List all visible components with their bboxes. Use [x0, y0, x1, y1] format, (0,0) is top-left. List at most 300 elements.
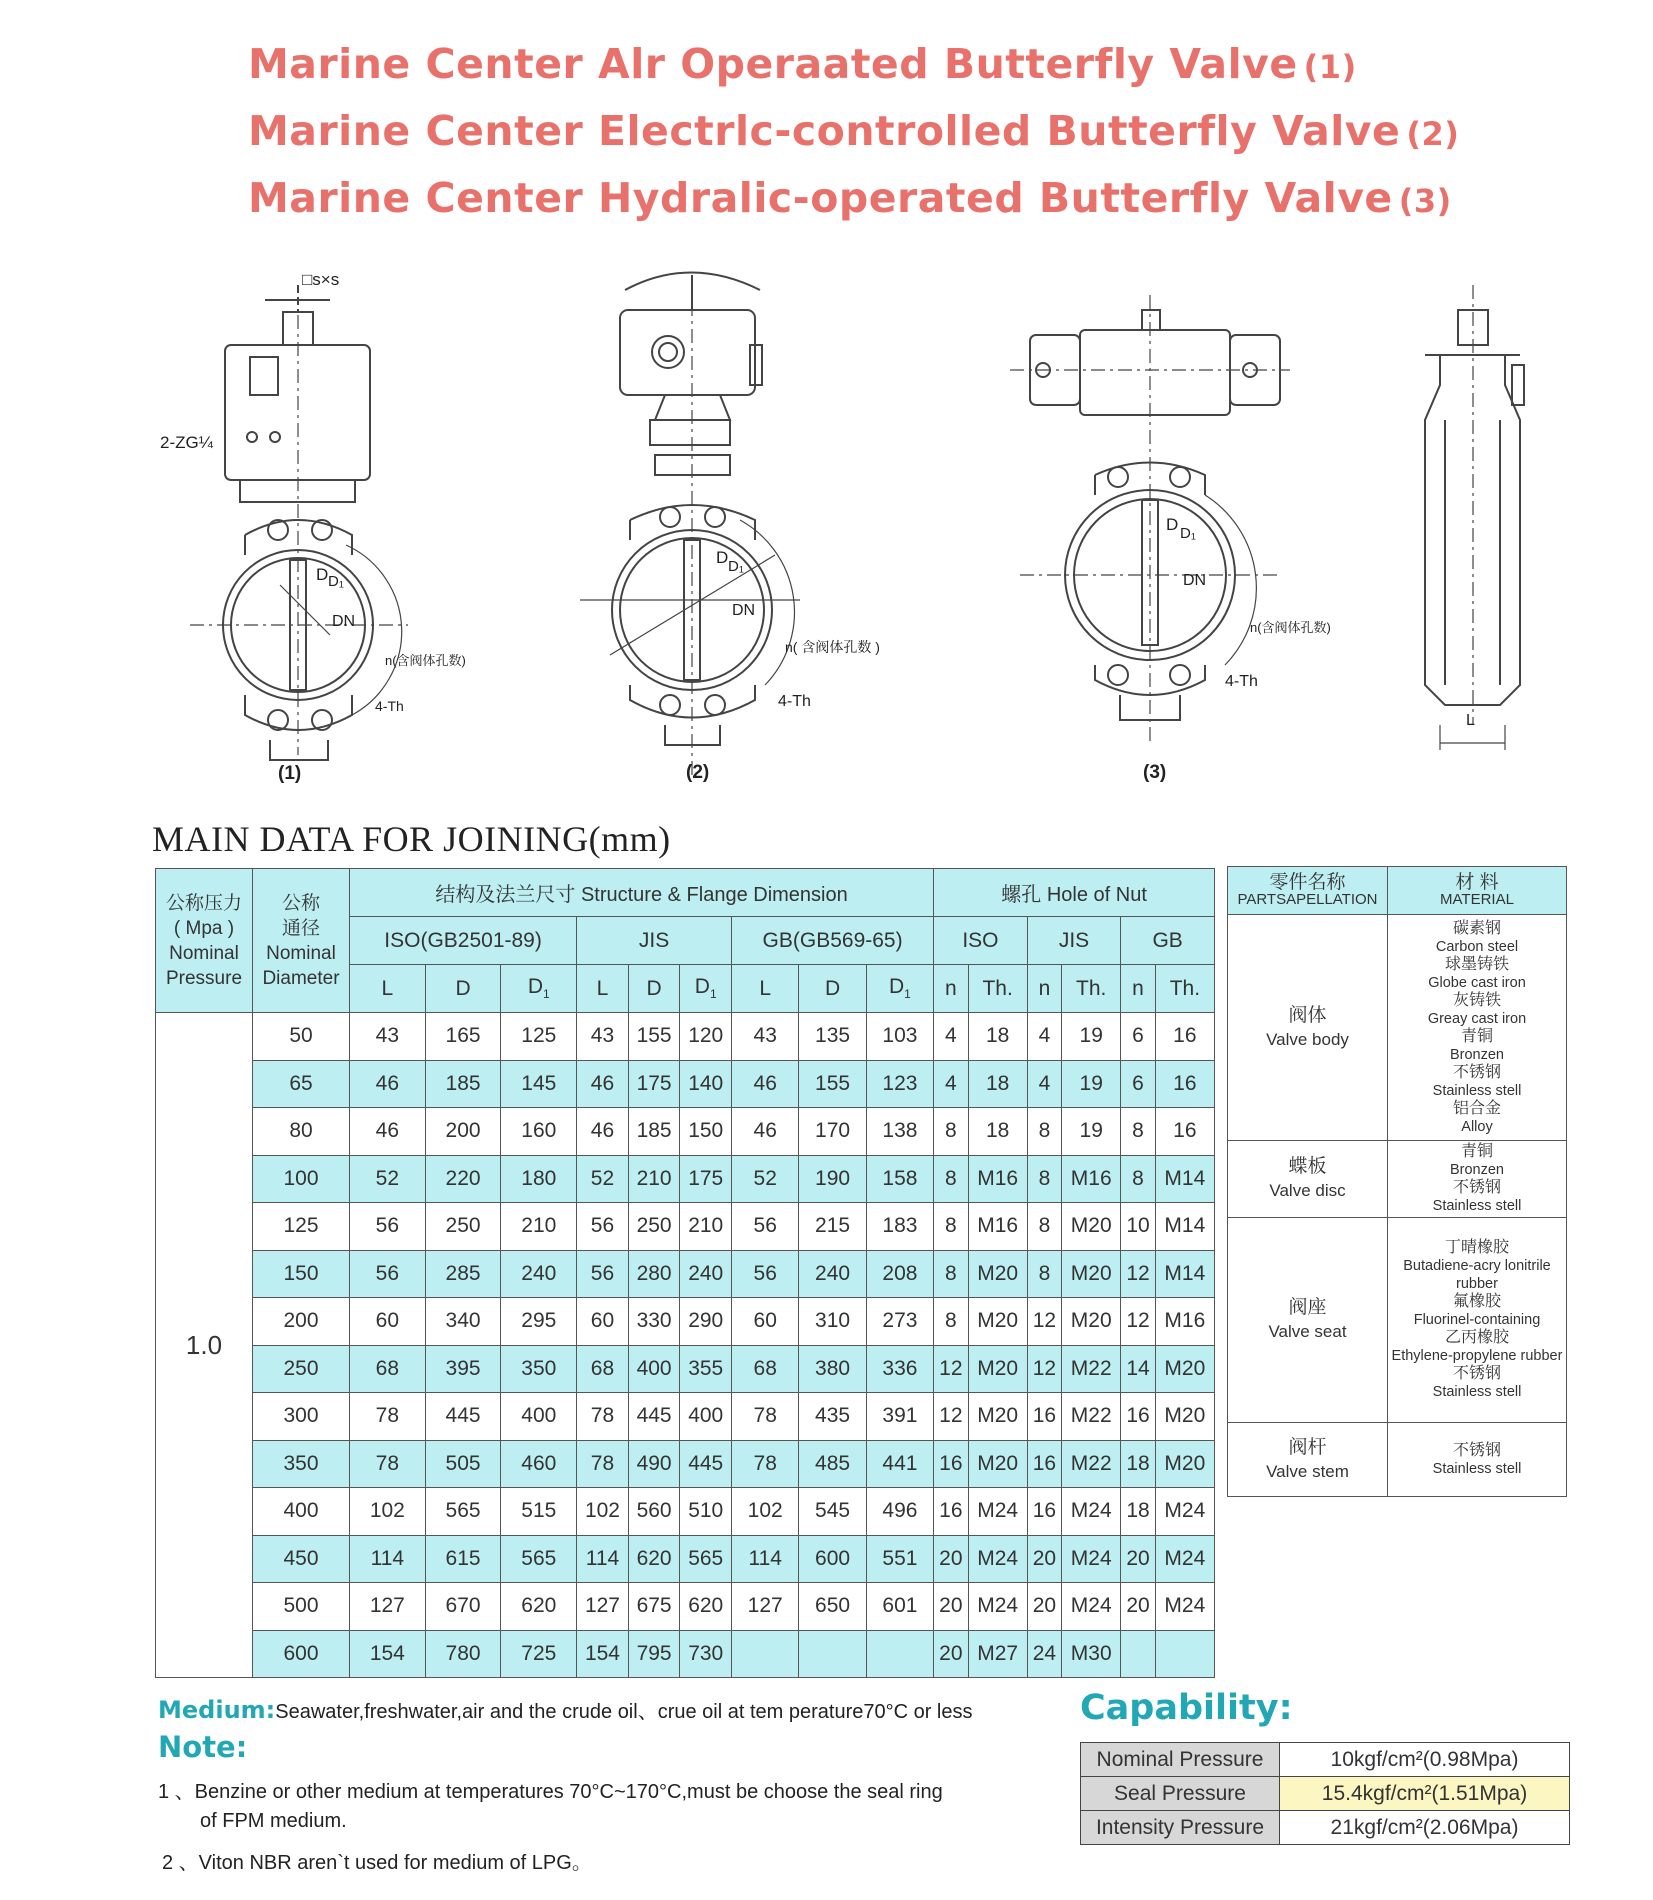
- table-cell: 43: [577, 1013, 629, 1061]
- table-cell: 496: [866, 1488, 933, 1536]
- table-cell: 78: [350, 1440, 426, 1488]
- material-list: [1388, 1218, 1567, 1423]
- table-cell: 8: [1027, 1108, 1061, 1156]
- header-group-iso: ISO(GB2501-89): [350, 917, 577, 965]
- table-cell: 60: [350, 1298, 426, 1346]
- table-cell: 183: [866, 1203, 933, 1251]
- table-cell: 4: [934, 1060, 968, 1108]
- part-name-cn: 阀杆: [1288, 1436, 1327, 1458]
- table-row: [156, 1108, 1215, 1156]
- table-cell: 135: [799, 1013, 866, 1061]
- table-cell: 551: [866, 1535, 933, 1583]
- subscript: 1: [709, 987, 717, 1002]
- table-cell: 18: [1121, 1488, 1155, 1536]
- drawing-air-operated-valve: [190, 285, 408, 760]
- diameter-cell: 100: [253, 1155, 350, 1203]
- column-header: [680, 965, 732, 1013]
- table-cell: 670: [425, 1583, 501, 1631]
- table-cell: 46: [350, 1060, 426, 1108]
- part-name-cn: 阀体: [1288, 1004, 1327, 1026]
- part-name-en: Valve disc: [1269, 1181, 1346, 1200]
- part-name: [1228, 1423, 1388, 1497]
- diameter-cell: 50: [253, 1013, 350, 1061]
- table-cell: 285: [425, 1250, 501, 1298]
- table-cell: 210: [680, 1203, 732, 1251]
- subscript: 1: [904, 987, 911, 1002]
- pressure-cell: 1.0: [156, 1013, 253, 1678]
- table-cell: 52: [732, 1155, 799, 1203]
- diameter-cell: 600: [253, 1630, 350, 1678]
- table-cell: 400: [628, 1345, 680, 1393]
- note-line-1: 1 、Benzine or other medium at temperatures 70°C~170°C,must be choose the seal ring: [158, 1781, 943, 1803]
- column-header-label: n: [1038, 976, 1051, 1000]
- table-cell: M20: [968, 1440, 1027, 1488]
- part-name-en: Valve seat: [1268, 1322, 1347, 1341]
- part-name: [1228, 1141, 1388, 1218]
- table-cell: 56: [577, 1203, 629, 1251]
- material-en: Butadiene-acry lonitrile rubber: [1403, 1258, 1551, 1292]
- capability-value: 10kgf/cm²(0.98Mpa): [1280, 1743, 1570, 1777]
- part-name-en: Valve stem: [1266, 1461, 1349, 1481]
- table-cell: 120: [680, 1013, 732, 1061]
- table-cell: 601: [866, 1583, 933, 1631]
- table-cell: [1121, 1630, 1155, 1678]
- table-cell: [732, 1630, 799, 1678]
- table-cell: 355: [680, 1345, 732, 1393]
- table-cell: 127: [577, 1583, 629, 1631]
- table-cell: 138: [866, 1108, 933, 1156]
- title-hydraulic-operated: [248, 174, 1452, 222]
- table-row: [156, 1583, 1215, 1631]
- table-cell: 56: [577, 1250, 629, 1298]
- table-cell: 6: [1121, 1060, 1155, 1108]
- material-en: Stainless stell: [1432, 1460, 1522, 1477]
- diameter-cell: 65: [253, 1060, 350, 1108]
- header-structure-flange: 结构及法兰尺寸 Structure & Flange Dimension: [350, 869, 934, 917]
- table-cell: 280: [628, 1250, 680, 1298]
- table-cell: 273: [866, 1298, 933, 1346]
- material-list: [1388, 915, 1567, 1141]
- table-cell: 445: [425, 1393, 501, 1441]
- capability-value: 15.4kgf/cm²(1.51Mpa): [1280, 1777, 1570, 1811]
- header-part-name: [1228, 867, 1388, 915]
- table-cell: 395: [425, 1345, 501, 1393]
- column-header-label: Th.: [1076, 976, 1107, 1000]
- table-cell: 675: [628, 1583, 680, 1631]
- table-cell: 127: [350, 1583, 426, 1631]
- table-cell: 380: [799, 1345, 866, 1393]
- table-cell: M24: [1062, 1488, 1121, 1536]
- caption-2: (2): [686, 762, 710, 783]
- table-cell: 20: [1027, 1583, 1061, 1631]
- material-en: Greay cast iron: [1427, 1010, 1527, 1027]
- column-header: [577, 965, 629, 1013]
- table-row: [156, 1488, 1215, 1536]
- table-cell: 20: [1121, 1583, 1155, 1631]
- table-cell: 46: [732, 1060, 799, 1108]
- table-cell: 780: [425, 1630, 501, 1678]
- thread-label: 4-Th: [375, 698, 404, 714]
- header-material: [1388, 867, 1567, 915]
- column-header-label: D: [527, 975, 544, 999]
- table-cell: 56: [732, 1250, 799, 1298]
- title-electric-controlled: [248, 107, 1459, 155]
- table-cell: 620: [501, 1583, 577, 1631]
- table-cell: 16: [934, 1440, 968, 1488]
- table-cell: M24: [1062, 1583, 1121, 1631]
- table-cell: 46: [350, 1108, 426, 1156]
- dn-label: DN: [1183, 572, 1207, 589]
- column-header: [501, 965, 577, 1013]
- table-cell: 615: [425, 1535, 501, 1583]
- table-row: [156, 1440, 1215, 1488]
- capability-table: [1080, 1742, 1570, 1845]
- material-en: Alloy: [1461, 1118, 1493, 1135]
- table-cell: 158: [866, 1155, 933, 1203]
- capability-row: [1081, 1811, 1570, 1845]
- diameter-cell: 250: [253, 1345, 350, 1393]
- material-en: Stainless stell: [1432, 1198, 1522, 1214]
- thread-label: 4-Th: [778, 693, 811, 710]
- table-cell: 78: [577, 1440, 629, 1488]
- table-cell: 180: [501, 1155, 577, 1203]
- table-cell: 505: [425, 1440, 501, 1488]
- capability-row: [1081, 1777, 1570, 1811]
- column-header: [1027, 965, 1061, 1013]
- column-header: [1155, 965, 1214, 1013]
- material-cn: 不锈钢: [1452, 1365, 1501, 1382]
- d-label: D: [316, 565, 329, 584]
- table-cell: 175: [628, 1060, 680, 1108]
- table-cell: 485: [799, 1440, 866, 1488]
- table-cell: 8: [934, 1250, 968, 1298]
- table-cell: 102: [350, 1488, 426, 1536]
- material-cn: 不锈钢: [1452, 1063, 1501, 1081]
- material-cn: 青铜: [1460, 1027, 1493, 1045]
- table-cell: 336: [866, 1345, 933, 1393]
- caption-1: (1): [278, 763, 302, 784]
- table-title: MAIN DATA FOR JOINING(mm): [152, 819, 671, 859]
- table-cell: M14: [1155, 1155, 1214, 1203]
- diameter-cell: 400: [253, 1488, 350, 1536]
- table-cell: 340: [425, 1298, 501, 1346]
- column-header-label: n: [1132, 976, 1144, 1000]
- table-cell: M20: [968, 1250, 1027, 1298]
- table-cell: M14: [1155, 1203, 1214, 1251]
- material-cn: 不锈钢: [1452, 1441, 1501, 1459]
- table-cell: 103: [866, 1013, 933, 1061]
- part-name-cn: 蝶板: [1288, 1156, 1327, 1177]
- header-line: 公称压力: [165, 892, 242, 914]
- header-line: Nominal: [169, 942, 239, 964]
- table-cell: 46: [732, 1108, 799, 1156]
- part-name-cn: 阀座: [1288, 1297, 1327, 1318]
- table-cell: M20: [1062, 1250, 1121, 1298]
- table-cell: M20: [1155, 1345, 1214, 1393]
- table-cell: M20: [1155, 1440, 1214, 1488]
- table-cell: 400: [501, 1393, 577, 1441]
- table-cell: 12: [934, 1393, 968, 1441]
- table-body: [156, 1013, 1215, 1678]
- table-cell: M24: [1155, 1583, 1214, 1631]
- column-header: [866, 965, 933, 1013]
- material-list: [1388, 1141, 1567, 1218]
- table-cell: M22: [1062, 1440, 1121, 1488]
- header-line: ( Mpa ): [173, 917, 235, 939]
- material-cn: 铝合金: [1452, 1099, 1501, 1117]
- table-cell: 170: [799, 1108, 866, 1156]
- table-cell: 185: [628, 1108, 680, 1156]
- table-cell: 18: [968, 1108, 1027, 1156]
- materials-body: [1228, 915, 1567, 1497]
- diameter-cell: 500: [253, 1583, 350, 1631]
- header-line: MATERIAL: [1440, 890, 1514, 908]
- column-header: [425, 965, 501, 1013]
- table-cell: M20: [1062, 1203, 1121, 1251]
- table-cell: 16: [1027, 1393, 1061, 1441]
- table-cell: 6: [1121, 1013, 1155, 1061]
- table-cell: 155: [628, 1013, 680, 1061]
- title-text: Marine Center Alr Operaated Butterfly Valve: [248, 40, 1298, 88]
- column-header-label: D: [889, 975, 905, 999]
- table-cell: 208: [866, 1250, 933, 1298]
- column-header: [732, 965, 799, 1013]
- table-cell: 8: [934, 1203, 968, 1251]
- material-cn: 乙丙橡胶: [1444, 1329, 1509, 1346]
- table-cell: 127: [732, 1583, 799, 1631]
- table-cell: 16: [1121, 1393, 1155, 1441]
- table-cell: 114: [350, 1535, 426, 1583]
- material-en: Carbon steel: [1435, 938, 1519, 955]
- material-en: Stainless stell: [1432, 1082, 1522, 1099]
- table-cell: M20: [1062, 1298, 1121, 1346]
- table-cell: 250: [425, 1203, 501, 1251]
- table-cell: 68: [732, 1345, 799, 1393]
- thread-label: 4-Th: [1225, 673, 1258, 690]
- diameter-cell: 350: [253, 1440, 350, 1488]
- table-cell: 160: [501, 1108, 577, 1156]
- column-header-label: D: [694, 975, 710, 999]
- material-en: Bronzen: [1449, 1046, 1504, 1063]
- joining-data-table: [155, 868, 1215, 1678]
- header-line: 零件名称: [1269, 871, 1346, 893]
- table-cell: 46: [577, 1108, 629, 1156]
- table-cell: 185: [425, 1060, 501, 1108]
- table-cell: M22: [1062, 1393, 1121, 1441]
- table-cell: 46: [577, 1060, 629, 1108]
- d1-label: D₁: [1180, 525, 1196, 542]
- table-row: [156, 1060, 1215, 1108]
- header-line: 通径: [281, 917, 320, 939]
- table-cell: 140: [680, 1060, 732, 1108]
- table-cell: 20: [934, 1630, 968, 1678]
- diameter-cell: 150: [253, 1250, 350, 1298]
- column-header-label: D: [646, 976, 662, 1000]
- title-text: Marine Center Electrlc-controlled Butterfly Valve: [248, 107, 1401, 155]
- table-cell: 16: [1027, 1440, 1061, 1488]
- material-en: Bronzen: [1449, 1162, 1504, 1178]
- table-cell: 460: [501, 1440, 577, 1488]
- column-header-label: L: [381, 976, 394, 1000]
- hole-count-label: n( 含阀体孔数 ): [785, 639, 880, 655]
- table-cell: M16: [968, 1203, 1027, 1251]
- table-cell: 20: [1121, 1535, 1155, 1583]
- table-cell: M24: [968, 1583, 1027, 1631]
- table-cell: 165: [425, 1013, 501, 1061]
- table-cell: 435: [799, 1393, 866, 1441]
- title-text: Marine Center Hydralic-operated Butterfly Valve: [248, 174, 1393, 222]
- note-line-1b: of FPM medium.: [200, 1810, 347, 1832]
- table-cell: 12: [1027, 1298, 1061, 1346]
- header-line: 公称: [281, 892, 320, 914]
- note-heading: Note:: [158, 1730, 248, 1764]
- capability-key: Seal Pressure: [1081, 1777, 1280, 1811]
- column-header-label: n: [945, 976, 957, 1000]
- table-cell: 43: [350, 1013, 426, 1061]
- header-nominal-pressure: [156, 869, 253, 1013]
- header-group-jis: JIS: [577, 917, 732, 965]
- part-name-en: Valve body: [1266, 1029, 1349, 1049]
- table-cell: 400: [680, 1393, 732, 1441]
- table-cell: M20: [968, 1345, 1027, 1393]
- table-cell: 8: [934, 1298, 968, 1346]
- table-cell: 350: [501, 1345, 577, 1393]
- table-cell: 123: [866, 1060, 933, 1108]
- column-header-label: L: [759, 976, 772, 1000]
- table-row: [156, 1203, 1215, 1251]
- material-cn: 氟橡胶: [1452, 1293, 1501, 1310]
- header-line: 材 料: [1455, 871, 1499, 893]
- table-cell: 16: [1155, 1060, 1214, 1108]
- table-cell: 795: [628, 1630, 680, 1678]
- table-cell: 20: [1027, 1535, 1061, 1583]
- table-cell: 19: [1062, 1013, 1121, 1061]
- part-name: [1228, 1218, 1388, 1423]
- header-group-iso-nut: ISO: [934, 917, 1028, 965]
- table-cell: 16: [1027, 1488, 1061, 1536]
- drawing-side-view: [1425, 285, 1524, 750]
- table-cell: 14: [1121, 1345, 1155, 1393]
- table-cell: 565: [501, 1535, 577, 1583]
- column-header-label: Th.: [1169, 976, 1201, 1000]
- table-cell: 12: [934, 1345, 968, 1393]
- column-header: [968, 965, 1027, 1013]
- table-row: [156, 1155, 1215, 1203]
- table-cell: 56: [732, 1203, 799, 1251]
- table-cell: 150: [680, 1108, 732, 1156]
- table-cell: 8: [934, 1155, 968, 1203]
- table-cell: 56: [350, 1250, 426, 1298]
- table-cell: 52: [350, 1155, 426, 1203]
- table-cell: 565: [425, 1488, 501, 1536]
- material-cn: 碳素钢: [1452, 919, 1501, 937]
- port-label: 2-ZG¼: [160, 433, 213, 452]
- header-group-gb-nut: GB: [1121, 917, 1215, 965]
- material-en: Globe cast iron: [1428, 974, 1526, 991]
- table-cell: 78: [732, 1393, 799, 1441]
- material-row: [1228, 1141, 1567, 1218]
- header-line: Pressure: [165, 967, 243, 989]
- material-row: [1228, 915, 1567, 1141]
- table-cell: 20: [934, 1583, 968, 1631]
- table-cell: 565: [680, 1535, 732, 1583]
- table-cell: 125: [501, 1013, 577, 1061]
- table-cell: 56: [350, 1203, 426, 1251]
- title-air-operated: [248, 40, 1357, 88]
- table-cell: 310: [799, 1298, 866, 1346]
- table-cell: M27: [968, 1630, 1027, 1678]
- title-number: (2): [1406, 115, 1460, 153]
- table-cell: 295: [501, 1298, 577, 1346]
- column-header: [350, 965, 426, 1013]
- column-header-label: L: [596, 976, 609, 1000]
- material-cn: 球墨铸铁: [1444, 955, 1509, 973]
- table-cell: 68: [577, 1345, 629, 1393]
- table-cell: 250: [628, 1203, 680, 1251]
- material-cn: 青铜: [1460, 1143, 1493, 1160]
- capability-key: Intensity Pressure: [1081, 1811, 1280, 1845]
- table-cell: [1155, 1630, 1214, 1678]
- table-cell: [799, 1630, 866, 1678]
- table-cell: 102: [577, 1488, 629, 1536]
- capability-key: Nominal Pressure: [1081, 1743, 1280, 1777]
- materials-table: [1227, 866, 1567, 1497]
- table-cell: 12: [1027, 1345, 1061, 1393]
- diameter-cell: 300: [253, 1393, 350, 1441]
- table-cell: 620: [680, 1583, 732, 1631]
- column-header: [1062, 965, 1121, 1013]
- table-cell: M20: [1155, 1393, 1214, 1441]
- table-cell: 145: [501, 1060, 577, 1108]
- title-number: (1): [1303, 48, 1357, 86]
- table-cell: 8: [934, 1108, 968, 1156]
- dn-label: DN: [332, 613, 356, 630]
- header-line: Diameter: [262, 967, 340, 989]
- table-cell: M20: [968, 1393, 1027, 1441]
- table-row: [156, 1013, 1215, 1061]
- material-cn: 不锈钢: [1452, 1179, 1501, 1196]
- table-cell: 60: [732, 1298, 799, 1346]
- hole-count-label: n(含阀体孔数): [1250, 620, 1331, 635]
- drawing-electric-valve: [580, 273, 800, 776]
- diameter-cell: 450: [253, 1535, 350, 1583]
- material-en: Ethylene-propylene rubber: [1391, 1348, 1563, 1364]
- table-cell: 240: [501, 1250, 577, 1298]
- table-cell: 20: [934, 1535, 968, 1583]
- column-header: [934, 965, 968, 1013]
- table-cell: 12: [1121, 1250, 1155, 1298]
- material-en: Stainless stell: [1432, 1384, 1522, 1400]
- subscript: 1: [543, 987, 550, 1002]
- material-row: [1228, 1423, 1567, 1497]
- table-cell: 18: [968, 1013, 1027, 1061]
- table-cell: 515: [501, 1488, 577, 1536]
- header-nominal-diameter: [253, 869, 350, 1013]
- hole-count-label: n(含阀体孔数): [385, 653, 466, 668]
- table-cell: M14: [1155, 1250, 1214, 1298]
- table-cell: 545: [799, 1488, 866, 1536]
- table-cell: 16: [1155, 1013, 1214, 1061]
- table-cell: 8: [1121, 1155, 1155, 1203]
- table-cell: 725: [501, 1630, 577, 1678]
- diameter-cell: 200: [253, 1298, 350, 1346]
- table-cell: M16: [1155, 1298, 1214, 1346]
- table-cell: 240: [680, 1250, 732, 1298]
- table-cell: 8: [1027, 1203, 1061, 1251]
- table-cell: 8: [1121, 1108, 1155, 1156]
- table-cell: 16: [934, 1488, 968, 1536]
- table-cell: 12: [1121, 1298, 1155, 1346]
